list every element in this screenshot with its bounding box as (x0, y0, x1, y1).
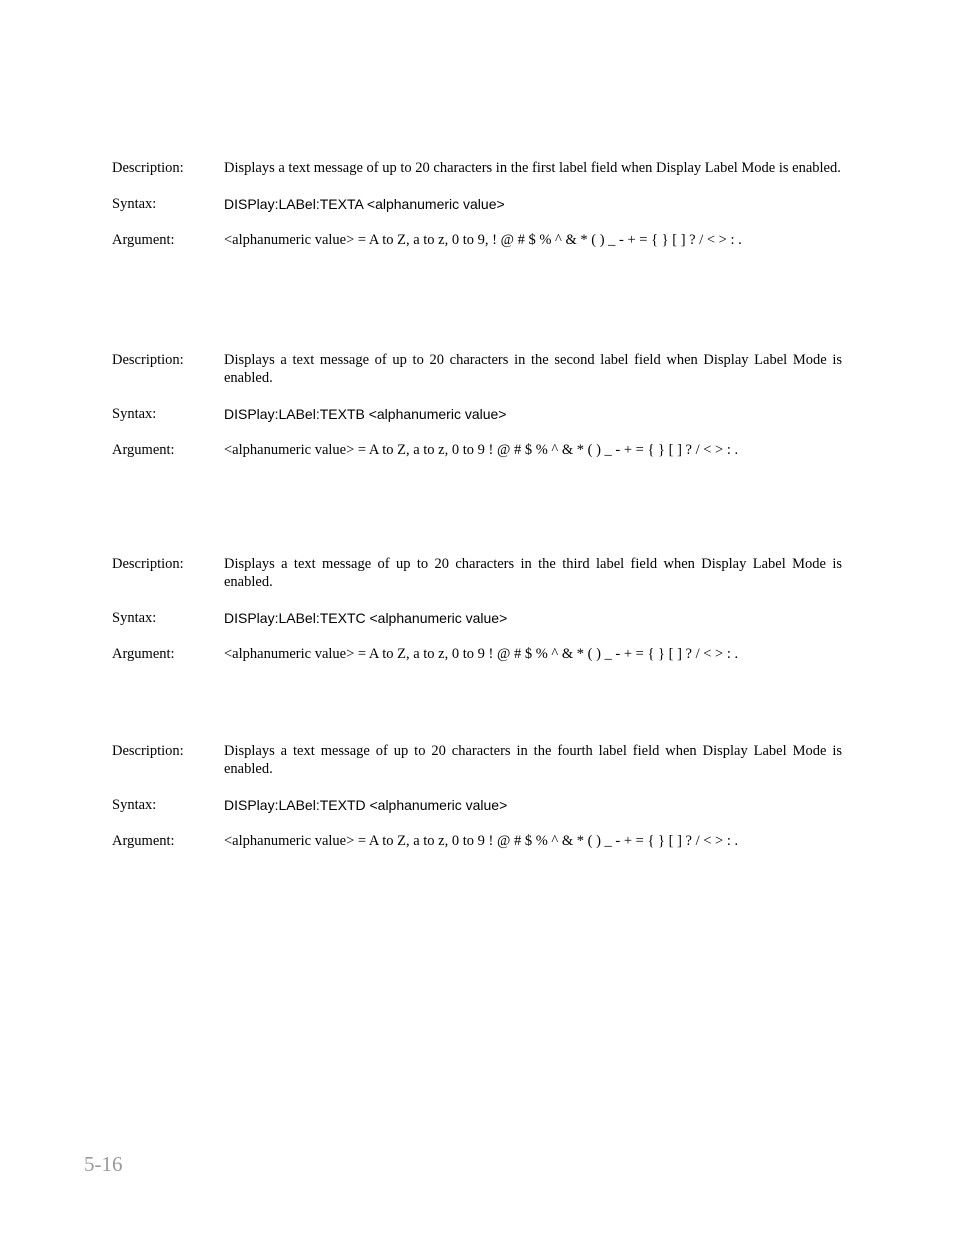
syntax-row (112, 609, 842, 627)
description-text: Displays a text message of up to 20 characters in the first label field when Display Label Mode is enabled. (224, 160, 841, 176)
syntax-label: Syntax: (112, 797, 157, 813)
syntax-label: Syntax: (112, 406, 157, 422)
argument-text: <alphanumeric value> = A to Z, a to z, 0 to 9 ! @ # $ % ^ & * ( ) _ - + = { } [ ] ? / < > : . (224, 442, 739, 458)
syntax-text: DISPlay:LABel:TEXTD <alphanumeric value> (224, 797, 508, 813)
description-row (112, 351, 842, 387)
argument-label: Argument: (112, 232, 175, 248)
argument-label: Argument: (112, 646, 175, 662)
description-label: Description: (112, 352, 184, 368)
page-number: 5-16 (84, 1152, 123, 1176)
description-label: Description: (112, 556, 184, 572)
description-row (112, 742, 842, 778)
syntax-text: DISPlay:LABel:TEXTA <alphanumeric value> (224, 196, 505, 212)
description-row (112, 159, 842, 177)
description-label: Description: (112, 160, 184, 176)
description-row (112, 555, 842, 591)
syntax-row (112, 405, 842, 423)
command-entry-texta (112, 159, 842, 249)
description-label: Description: (112, 743, 184, 759)
argument-label: Argument: (112, 833, 175, 849)
argument-text: <alphanumeric value> = A to Z, a to z, 0 to 9, ! @ # $ % ^ & * ( ) _ - + = { } [ ] ? / < > : . (224, 232, 742, 248)
argument-label: Argument: (112, 442, 175, 458)
syntax-text: DISPlay:LABel:TEXTB <alphanumeric value> (224, 406, 507, 422)
command-entry-textd (112, 742, 842, 850)
argument-row (112, 441, 842, 459)
argument-text: <alphanumeric value> = A to Z, a to z, 0 to 9 ! @ # $ % ^ & * ( ) _ - + = { } [ ] ? / < > : . (224, 833, 739, 849)
syntax-row (112, 796, 842, 814)
argument-row (112, 645, 842, 663)
description-text: Displays a text message of up to 20 characters in the fourth label field when Display Label Mode is enabled. (224, 743, 842, 777)
argument-text: <alphanumeric value> = A to Z, a to z, 0 to 9 ! @ # $ % ^ & * ( ) _ - + = { } [ ] ? / < > : . (224, 646, 739, 662)
syntax-label: Syntax: (112, 196, 157, 212)
command-entry-textb (112, 351, 842, 459)
syntax-row (112, 195, 842, 213)
syntax-label: Syntax: (112, 610, 157, 626)
description-text: Displays a text message of up to 20 characters in the second label field when Display Label Mode is enabled. (224, 352, 842, 386)
argument-row (112, 231, 842, 249)
description-text: Displays a text message of up to 20 characters in the third label field when Display Label Mode is enabled. (224, 556, 842, 590)
argument-row (112, 832, 842, 850)
command-entry-textc (112, 555, 842, 663)
syntax-text: DISPlay:LABel:TEXTC <alphanumeric value> (224, 610, 508, 626)
